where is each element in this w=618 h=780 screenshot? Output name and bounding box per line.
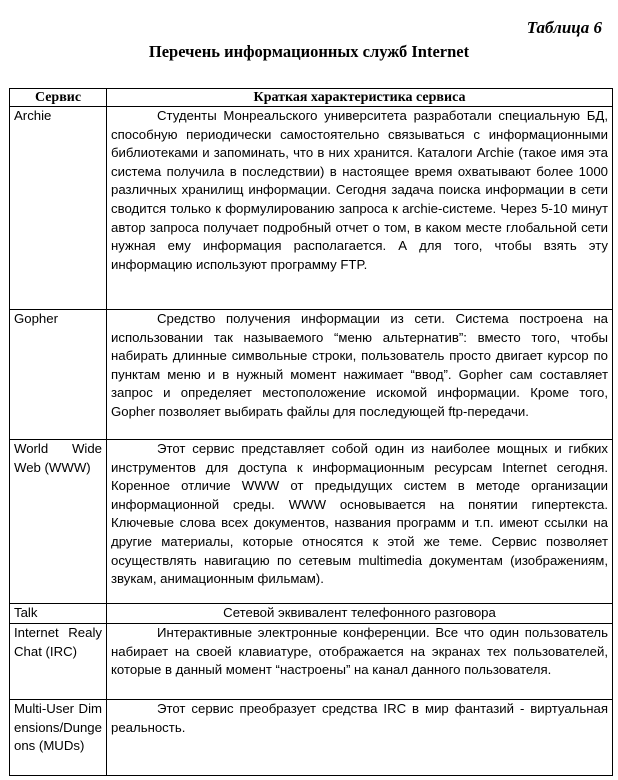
service-description bbox=[107, 440, 613, 604]
service-name: World Wide Web (WWW) bbox=[10, 440, 107, 604]
description-text: Этот сервис представляет собой один из наиболее мощных и гибких инструментов для доступа к информационным ресурсам Internet сегодня. Коренное отличие WWW от предыдущих систем в методе организации информационной среды. WWW основывается на понятии гипертекста. Ключевые слова всех документов, названия программ и т.п. имеют ссылки на другие материалы, которые относятся к этой же теме. Сервис позволяет осуществлять навигацию по сетевым multimedia документам (изображениям, звукам, анимационным фильмам). bbox=[111, 441, 608, 587]
services-table bbox=[9, 88, 613, 776]
description-text: Студенты Монреальского университета разработали специальную БД, способную периодически самостоятельно связываться с информационными библиотеками и запоминать, что в них хранится. Каталоги Archie (такое имя эта система получила в последствии) в настоящее время охватывают более 1000 различных хранилищ информации. Сегодня задача поиска информации в сети сводится только к формулированию запроса к archie-системе. Через 5-10 минут автор запроса получает подробный отчет о том, в каком месте глобальной сети нужная ему информация располагается. А для того, чтобы взять эту информацию используют программу FTP. bbox=[111, 108, 608, 272]
table-row-www bbox=[10, 440, 613, 604]
service-description bbox=[107, 107, 613, 310]
table-row-irc bbox=[10, 624, 613, 700]
service-description bbox=[107, 700, 613, 776]
service-name: Talk bbox=[10, 604, 107, 624]
table-row-archie bbox=[10, 107, 613, 310]
column-header-service: Сервис bbox=[10, 89, 107, 107]
table-row-muds bbox=[10, 700, 613, 776]
service-description bbox=[107, 604, 613, 624]
service-name: Multi-User Dimensions/Dungeons (MUDs) bbox=[10, 700, 107, 776]
description-text: Этот сервис преобразует средства IRC в мир фантазий - виртуальная реальность. bbox=[111, 701, 608, 735]
service-name: Gopher bbox=[10, 310, 107, 440]
table-row-gopher bbox=[10, 310, 613, 440]
description-text: Интерактивные электронные конференции. Все что один пользователь набирает на своей клавиатуре, отображается на экранах тех пользователей, которые в данный момент “настроены” на канал данного пользователя. bbox=[111, 625, 608, 678]
description-text: Сетевой эквивалент телефонного разговора bbox=[223, 605, 496, 620]
description-text: Средство получения информации из сети. Система построена на использовании так называемого “меню альтернатив”: вместо того, чтобы набирать длинные символьные строки, пользователь просто двигает курсор по пунктам меню и в нужный момент нажимает “ввод”. Gopher сам составляет запрос и определяет местоположение искомой информации. Кроме того, Gopher позволяет выбирать файлы для последующей ftp-передачи. bbox=[111, 311, 608, 419]
column-header-description: Краткая характеристика сервиса bbox=[107, 89, 613, 107]
table-title: Перечень информационных служб Internet bbox=[148, 42, 470, 61]
table-header-row bbox=[10, 89, 613, 107]
table-row-talk bbox=[10, 604, 613, 624]
service-name: Internet Realy Chat (IRC) bbox=[10, 624, 107, 700]
service-description bbox=[107, 310, 613, 440]
service-description bbox=[107, 624, 613, 700]
table-number: Таблица 6 bbox=[526, 18, 602, 37]
service-name: Archie bbox=[10, 107, 107, 310]
